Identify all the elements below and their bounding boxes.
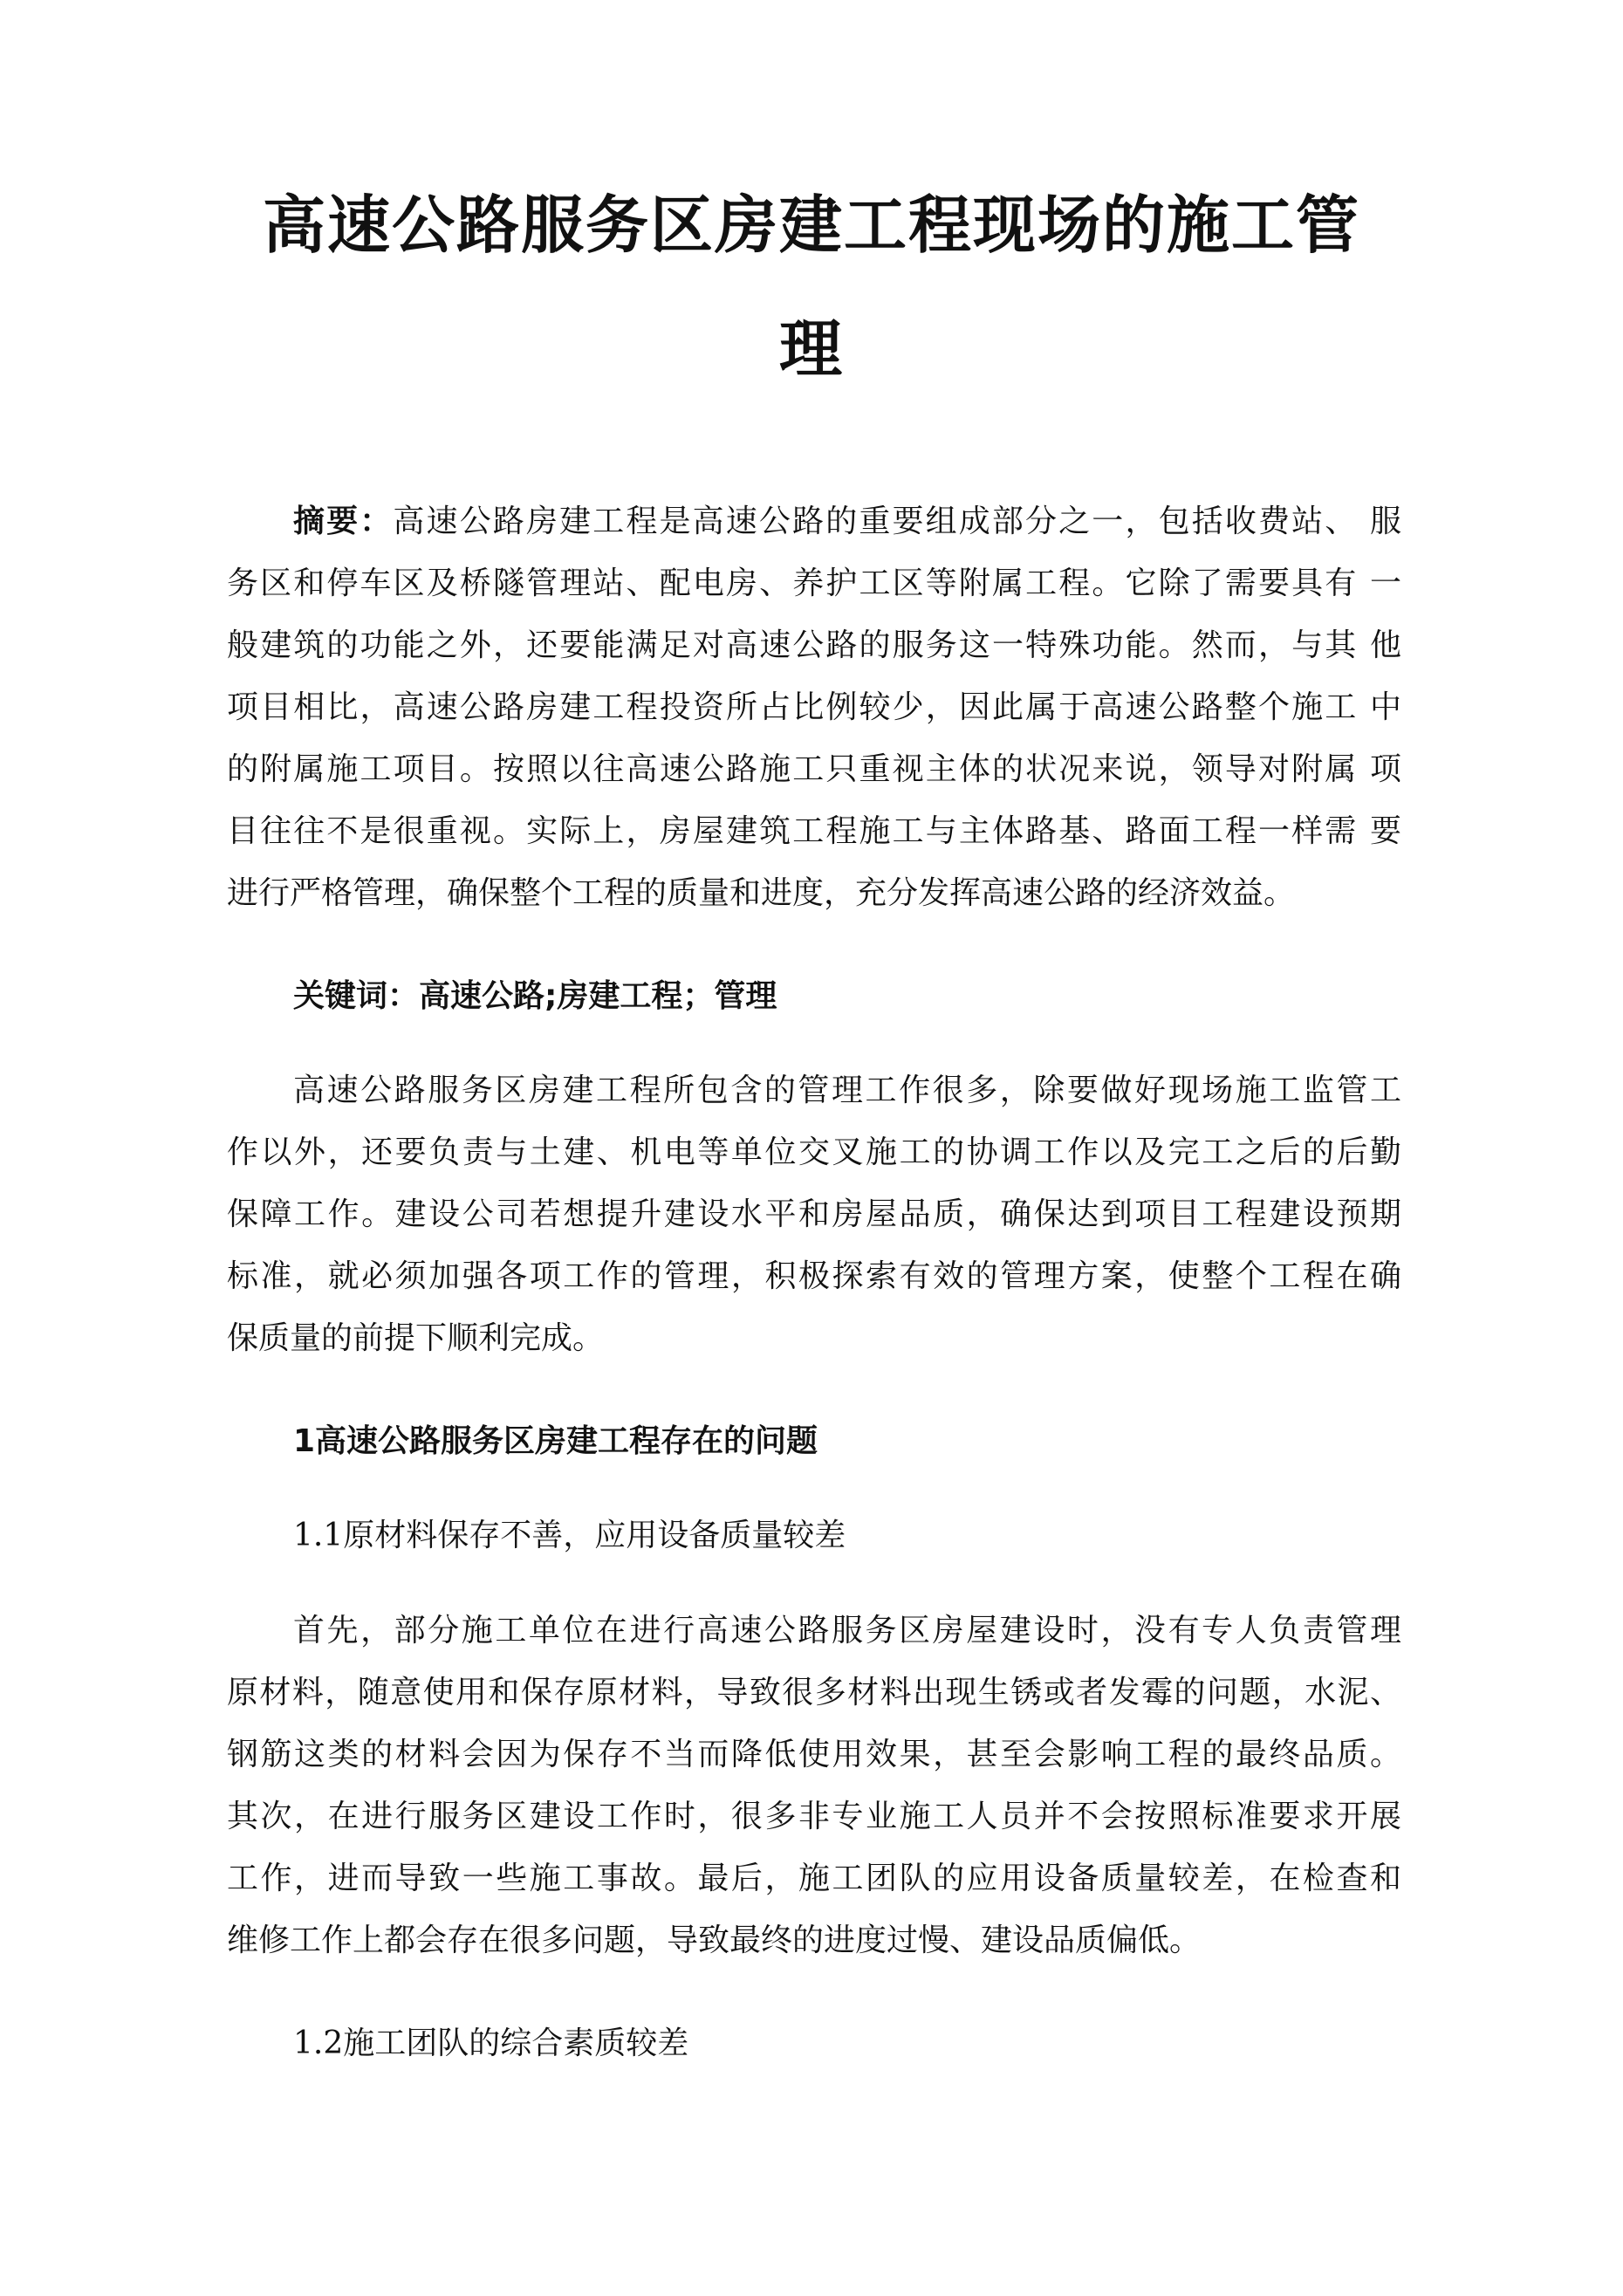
section-1-1-line-5: 工作，进而导致一些施工事故。最后，施工团队的应用设备质量较差，在检查和 [227,1861,1401,1896]
document-title-line-2: 理 [778,312,844,386]
section-1-heading: 1高速公路服务区房建工程存在的问题 [293,1423,818,1459]
abstract-line-5: 的附属施工项目。按照以往高速公路施工只重视主体的状况来说，领导对附属 项 [227,751,1401,787]
section-1-2-heading: 1.2施工团队的综合素质较差 [293,2025,689,2061]
intro-line-5: 保质量的前提下顺利完成。 [227,1320,605,1356]
section-1-1-heading: 1.1原材料保存不善，应用设备质量较差 [293,1518,846,1553]
section-1-1-line-6: 维修工作上都会存在很多问题，导致最终的进度过慢、建设品质偏低。 [227,1922,1202,1958]
section-1-1-line-4: 其次，在进行服务区建设工作时，很多非专业施工人员并不会按照标准要求开展 [227,1799,1401,1834]
abstract-label: 摘要： [293,504,394,539]
abstract-line-7: 进行严格管理，确保整个工程的质量和进度，充分发挥高速公路的经济效益。 [227,875,1296,911]
intro-line-1: 高速公路服务区房建工程所包含的管理工作很多，除要做好现场施工监管工 [293,1073,1401,1108]
abstract-line-1 [293,501,1401,543]
intro-line-4: 标准，就必须加强各项工作的管理，积极探索有效的管理方案，使整个工程在确 [227,1258,1401,1294]
abstract-line-6: 目往往不是很重视。实际上，房屋建筑工程施工与主体路基、路面工程一样需 要 [227,813,1401,849]
abstract-line-3: 般建筑的功能之外，还要能满足对高速公路的服务这一特殊功能。然而，与其 他 [227,627,1401,663]
document-title-line-1: 高速公路服务区房建工程现场的施工管 [262,188,1360,262]
section-1-1-line-1: 首先，部分施工单位在进行高速公路服务区房屋建设时，没有专人负责管理 [293,1613,1401,1648]
abstract-line-1-text: 高速公路房建工程是高速公路的重要组成部分之一，包括收费站、 服 [393,504,1401,539]
intro-line-2: 作以外，还要负责与土建、机电等单位交叉施工的协调工作以及完工之后的后勤 [227,1134,1401,1170]
intro-line-3: 保障工作。建设公司若想提升建设水平和房屋品质，确保达到项目工程建设预期 [227,1196,1401,1232]
section-1-1-line-3: 钢筋这类的材料会因为保存不当而降低使用效果，甚至会影响工程的最终品质。 [227,1737,1401,1772]
section-1-1-line-2: 原材料，随意使用和保存原材料，导致很多材料出现生锈或者发霉的问题，水泥、 [227,1675,1401,1710]
abstract-line-2: 务区和停车区及桥隧管理站、配电房、养护工区等附属工程。它除了需要具有 一 [227,565,1401,601]
keywords: 关键词：高速公路;房建工程；管理 [293,978,777,1014]
abstract-line-4: 项目相比，高速公路房建工程投资所占比例较少，因此属于高速公路整个施工 中 [227,689,1401,725]
